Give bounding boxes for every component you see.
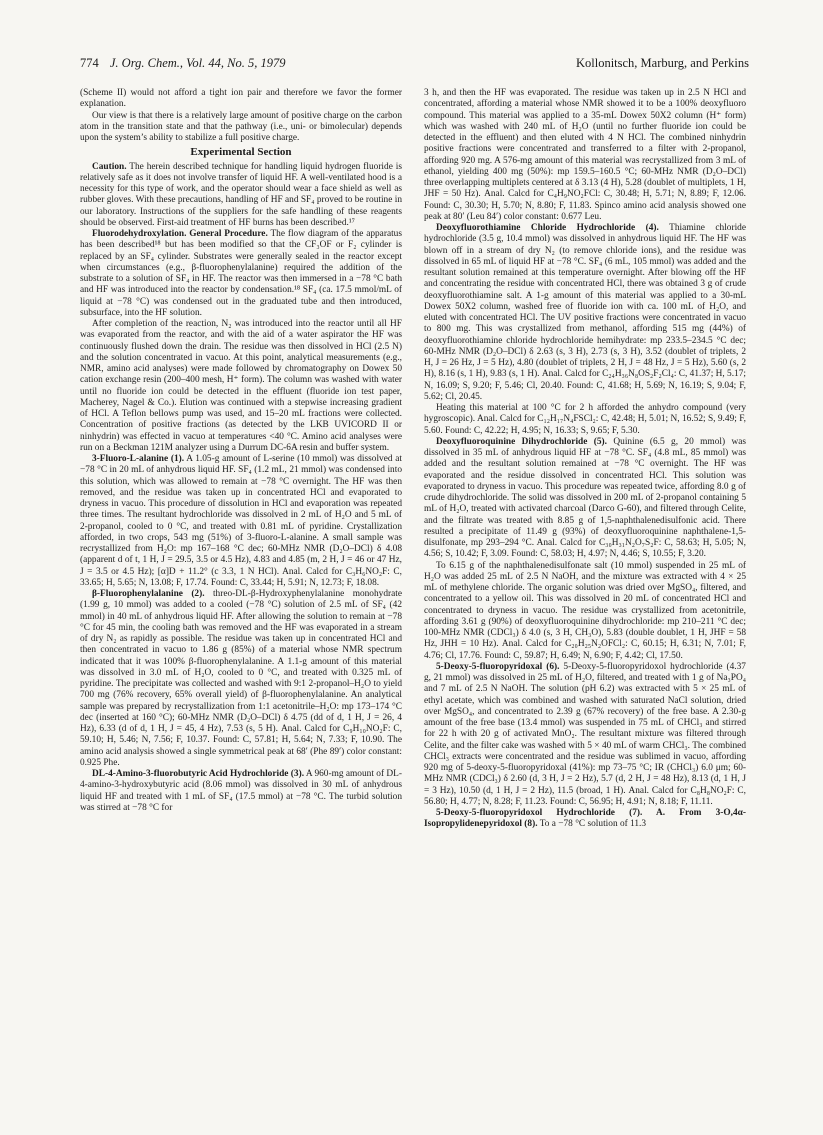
procedure-paragraph [80,229,402,319]
run-in-heading: Fluorodehydroxylation. General Procedure. [92,229,268,239]
compound-paragraph [424,437,746,561]
journal-citation: J. Org. Chem., Vol. 44, No. 5, 1979 [109,56,286,70]
run-in-heading: 5-Deoxy-5-fluoropyridoxal (6). [436,661,560,672]
compound-paragraph [80,454,402,589]
left-column [80,88,402,814]
running-header [80,56,749,71]
paragraph: After completion of the reaction, N₂ was introduced into the reactor until all HF was evaporated from the reactor, and with the aid of a water aspirator the HF was continuously flushed down the drain. The residue was then dissolved in HCl (2.5 N) and the solution concentrated in vacuo. At this point, analytical measurements (e.g., NMR, amino acid analyses) were made followed by chromatography on Dowex 50 cation exchange resin (200–400 mesh, H⁺ form). The column was washed with water until no fluoride ion could be detected in the effluent (fluoride ion test paper, Macherey, Nagel & Co.). Elution was continued with a stepwise increasing gradient of HCl. A Teflon bellows pump was used, and 15–20 mL fractions were collected. Concentration of positive fractions (as detected by the LKB UVICORD II or ninhydrin) was effected in vacuo at temperatures <40 °C. Amino acid analyses were run on a Beckman 121M analyzer using a Durrum DC-6A resin and buffer system. [80,319,402,453]
section-heading: Experimental Section [190,146,292,159]
paragraph-text: Thiamine chloride hydrochloride (3.5 g, 10.4 mmol) was dissolved in anhydrous liquid HF. The HF was blown off in a stream of dry N₂ (to remove chloride ions), and the residue was dissolved in 65 mL of liquid HF at −78 °C. SF₄ (6 mL, 105 mmol) was added and the resultant solution remained at this temperature overnight. After blowing off the HF and concentrating the residue with concentrated HCl, there was obtained 3 g of crude deoxyfluorothiamine salt. A 1-g amount of this material was applied to a 30-mL Dowex 50X2 column, washed free of fluoride ion with ca. 100 mL of H₂O, and eluted with concentrated HCl. The UV positive fractions were concentrated in vacuo to 800 mg. This was crystallized from methanol, affording 515 mg (44%) of deoxyfluorothiamine chloride hydrochloride hemihydrate: mp 233.5–234.5 °C dec; 60-MHz NMR (D₂O–DCl) δ 2.63 (s, 3 H), 2.73 (s, 3 H), 3.52 (doublet of triplets, 2 H, J = 26 Hz, J = 5 Hz), 4.80 (doublet of triplets, 2 H, J = 48 Hz, J = 5 Hz), 5.60 (s, 2 H), 8.16 (s, 1 H), 9.83 (s, 1 H). Anal. Calcd for C₂₄H₃₆N₈OS₂F₂Cl₄: C, 41.37; H, 5.17; N, 16.09; S, 9.20; F, 5.46; Cl, 20.40. Found: C, 41.68; H, 5.69; N, 16.19; S, 9.04; F, 5.62; Cl, 20.45. [424,223,746,402]
compound-paragraph [424,808,746,831]
header-left [80,56,285,71]
compound-paragraph [424,223,746,403]
paragraph: Our view is that there is a relatively large amount of positive charge on the carbon atom in the transition state and that the pathway (i.e., uni- or bimolecular) depends upon the system’s ability to stabilize a full positive charge. [80,110,402,143]
run-in-heading: 3-Fluoro-L-alanine (1). [92,454,185,464]
paragraph-text: A 1.05-g amount of L-serine (10 mmol) was dissolved at −78 °C in 20 mL of anhydrous liquid HF. SF₄ (1.2 mL, 21 mmol) was condensed into this solution, which was allowed to remain at −78 °C overnight. The HF was then removed, and the residue was taken up in concentrated HCl and evaporated to dryness in vacuo. This procedure of dissolution in HCl and evaporation was repeated three times. The resultant hydrochloride was dissolved in 2 mL of H₂O and 5 mL of 2-propanol, cooled to 0 °C, and treated with 0.81 mL of pyridine. Crystallization afforded, in two crops, 543 mg (51%) of 3-fluoro-L-alanine. A small sample was recrystallized from H₂O: mp 167–168 °C dec; 60-MHz NMR (D₂O–DCl) δ 4.08 (apparent d of t, 1 H, J = 29.5, 3.5 or 4.5 Hz), 4.83 and 4.85 (m, 2 H, J = 46 or 47 Hz, J = 3.5 or 4.5 Hz); [α]D + 11.2° (c 3.3, 1 N HCl). Anal. Calcd for C₃H₆NO₂F: C, 33.65; H, 5.65; N, 13.08; F, 17.74. Found: C, 33.44; H, 5.91; N, 12.73; F, 18.08. [80,454,402,588]
paragraph: 3 h, and then the HF was evaporated. The residue was taken up in 2.5 N HCl and concentrated, affording a material whose NMR showed it to be a 100% deoxyfluoro compound. This material was applied to a 35-mL Dowex 50X2 column (H⁺ form) which was washed with 240 mL of H₂O (until no further fluoride ion could be detected in the effluent) and then eluted with 4 N HCl. The combined ninhydrin positive fractions were concentrated and transferred to a filter with 2-propanol, affording 920 mg. A 576-mg amount of this material was recrystallized from 3 mL of ethanol, yielding 400 mg (50%): mp 159.5–160.5 °C; 60-MHz NMR (D₂O–DCl) three overlapping multiplets centered at δ 3.13 (4 H), 5.28 (doublet of multiplets, 1 H, JHF = 50 Hz). Anal. Calcd for C₄H₉NO₂FCl: C, 30.48; H, 5.71; N, 8.89; F, 12.06. Found: C, 30.30; H, 5.70; N, 8.80; F, 11.83. Spinco amino acid analysis showed one peak at 80′ (Leu 84′) color constant: 0.677 Leu. [424,88,746,222]
paragraph-text: A 960-mg amount of DL-4-amino-3-hydroxybutyric acid (8.06 mmol) was dissolved in 30 mL of anhydrous liquid HF and treated with 1 mL of SF₄ (17.5 mmol) at −78 °C. The turbid solution was stirred at −78 °C for [80,769,402,813]
paragraph: Heating this material at 100 °C for 2 h afforded the anhydro compound (very hygroscopic). Anal. Calcd for C₁₂H₁₇N₄FSCl₂: C, 42.48; H, 5.01; N, 16.52; S, 9.49; F, 5.60. Found: C, 42.22; H, 4.95; N, 16.33; S, 9.65; F, 5.30. [424,403,746,436]
paragraph-text: The flow diagram of the apparatus has been described¹⁸ but has been modified so that the CF₃OF or F₂ cylinder is replaced by an SF₄ cylinder. Substrates were generally sealed in the reactor except when circumstances (e.g., β-fluorophenylalanine) required the addition of the substrate to a solution of SF₄ in HF. The reactor was then immersed in a −78 °C bath and HF was introduced into the reactor by condensation.¹⁸ SF₄ (ca. 17.5 mmol/mL of liquid at −78 °C) was condensed out in the graduated tube and then introduced, subsurface, into the HF solution. [80,229,402,318]
paragraph-text: Quinine (6.5 g, 20 mmol) was dissolved in 35 mL of anhydrous liquid HF at −78 °C. SF₄ (4.8 mL, 85 mmol) was added and the resultant solution remained at −78 °C overnight. The HF was evaporated and the residue dissolved in concentrated HCl. This solution was evaporated to dryness in vacuo. This procedure was repeated twice, affording 8.0 g of crude dihydrochloride. The solid was dissolved in 200 mL of 2-propanol containing 5 mL of H₂O, treated with activated charcoal (Darco G-60), and filtered through Celite, and the filtrate was treated with 8.85 g of 1,5-naphthalenedisulfonic acid. There resulted a precipitate of 11.49 g (93%) of deoxyfluoroquinine naphthalene-1,5-disulfonate, mp 293–294 °C. Anal. Calcd for C₃₀H₃₁N₂O₇S₂F: C, 58.63; H, 5.05; N, 4.56; S, 10.42; F, 3.09. Found: C, 58.03; H, 4.97; N, 4.46; S, 10.55; F, 3.20. [424,436,746,560]
paragraph-text: The herein described technique for handling liquid hydrogen fluoride is relatively safe as it does not involve transfer of liquid HF. A well-ventilated hood is a necessity for this type of work, and the operator should wear a face shield as well as rubber gloves. With these precautions, handling of HF and SF₄ proved to be routine in our laboratory. Instructions of the suppliers for the safe handling of these reagents should be observed. First-aid treatment of HF burns has been described.¹⁷ [80,161,402,228]
paragraph-text: To a −78 °C solution of 11.3 [537,819,647,830]
paragraph-text: 5-Deoxy-5-fluoropyridoxol hydrochloride (4.37 g, 21 mmol) was dissolved in 25 mL of H₂O, filtered, and treated with 1 g of Na₃PO₄ and 7 mL of 2.5 N NaOH. The solution (pH 6.2) was extracted with 5 × 25 mL of ethyl acetate, which was combined and washed with saturated NaCl solution, dried over MgSO₄, and concentrated to 2.39 g (67% recovery) of the free base. A 2.30-g amount of the free base (13.4 mmol) was suspended in 75 mL of CHCl₃ and stirred for 22 h with 20 g of activated MnO₂. The resultant mixture was filtered through Celite, and the filter cake was washed with 5 × 40 mL of warm CHCl₃. The combined CHCl₃ extracts were concentrated and the residue was sublimed in vacuo, affording 920 mg of 5-deoxy-5-fluoropyridoxal (41%): mp 73–75 °C; IR (CHCl₃) 6.0 μm; 60-MHz NMR (CDCl₃) δ 2.60 (d, 3 H, J = 2 Hz), 5.7 (d, 2 H, J = 48 Hz), 8.13 (d, 1 H, J = 3 Hz), 10.50 (d, 1 H, J = 2 Hz), 11.5 (broad, 1 H). Anal. Calcd for C₈H₈NO₂F: C, 56.80; H, 4.77; N, 8.28; F, 11.23. Found: C, 56.95; H, 4.91; N, 8.18; F, 11.11. [424,661,746,807]
paragraph: (Scheme II) would not afford a tight ion pair and therefore we favor the former explanation. [80,88,402,110]
header-authors: Kollonitsch, Marburg, and Perkins [575,56,749,70]
run-in-heading: Deoxyfluoroquinine Dihydrochloride (5). [436,436,608,447]
run-in-heading: 5-Deoxy-5-fluoropyridoxol Hydrochloride (7). A. From 3-O,4α-Isopropylidenepyridoxol (8). [424,808,746,830]
page-number: 774 [80,56,99,70]
paragraph-text: threo-DL-β-Hydroxyphenylalanine monohydrate (1.99 g, 10 mmol) was added to a cooled (−78 °C) solution of 2.5 mL of SF₄ (42 mmol) in 40 mL of anhydrous liquid HF. After allowing the solution to remain at −78 °C for 45 min, the cooling bath was removed and the HF was evaporated in a stream of dry N₂ as rapidly as possible. The residue was taken up in concentrated HCl and then concentrated in vacuo to 1.86 g (85%) of a material whose NMR spectrum indicated that it was 100% β-fluorophenylalanine. A 1.1-g amount of this material was dissolved in 3.0 mL of H₂O, cooled to 0 °C, and treated with 0.325 mL of pyridine. The precipitate was collected and washed with 9:1 2-propanol–H₂O to yield 700 mg (76% recovery, 65% overall yield) of β-fluorophenylalanine. An analytical sample was prepared by recrystallization from 1:1 acetonitrile–H₂O: mp 173–174 °C dec (inserted at 160 °C); 60-MHz NMR (D₂O–DCl) δ 4.75 (dd of d, 1 H, J = 26, 4 Hz), 6.33 (d of d, 1 H, J = 45, 4 Hz), 7.53 (s, 5 H). Anal. Calcd for C₉H₁₀NO₂F: C, 59.10; H, 5.46; N, 7.56; F, 10.37. Found: C, 57.81; H, 5.64; N, 7.33; F, 10.90. The amino acid analysis showed a single symmetrical peak at 68′ (Phe 89′) color constant: 0.925 Phe. [80,589,402,768]
run-in-heading: β-Fluorophenylalanine (2). [92,589,205,599]
run-in-heading: Caution. [92,161,127,172]
paragraph: To 6.15 g of the naphthalenedisulfonate salt (10 mmol) suspended in 25 mL of H₂O was added 25 mL of 2.5 N NaOH, and the mixture was extracted with 4 × 25 mL of methylene chloride. The organic solution was dried over MgSO₄, filtered, and concentrated to a yellow oil. This was dissolved in 20 mL of concentrated HCl and concentrated to dryness in vacuo. The residue was crystallized from acetonitrile, affording 3.61 g (90%) of deoxyfluoroquinine dihydrochloride: mp 210–211 °C dec; 100-MHz NMR (CDCl₃) δ 4.0 (s, 3 H, CH₃O), 5.83 (double doublet, 1 H, JHF = 58 Hz, JHH = 10 Hz). Anal. Calcd for C₂₀H₂₅N₂OFCl₂: C, 60.15; H, 6.31; N, 7.01; F, 4.76; Cl, 17.76. Found: C, 59.87; H, 6.49; N, 6.90; F, 4.42; Cl, 17.50. [424,560,746,661]
compound-paragraph [80,769,402,814]
caution-paragraph [80,162,402,230]
run-in-heading: DL-4-Amino-3-fluorobutyric Acid Hydrochloride (3). [92,769,305,779]
run-in-heading: Deoxyfluorothiamine Chloride Hydrochloride (4). [436,223,659,233]
compound-paragraph [424,662,746,808]
right-column [424,88,746,831]
compound-paragraph [80,589,402,769]
